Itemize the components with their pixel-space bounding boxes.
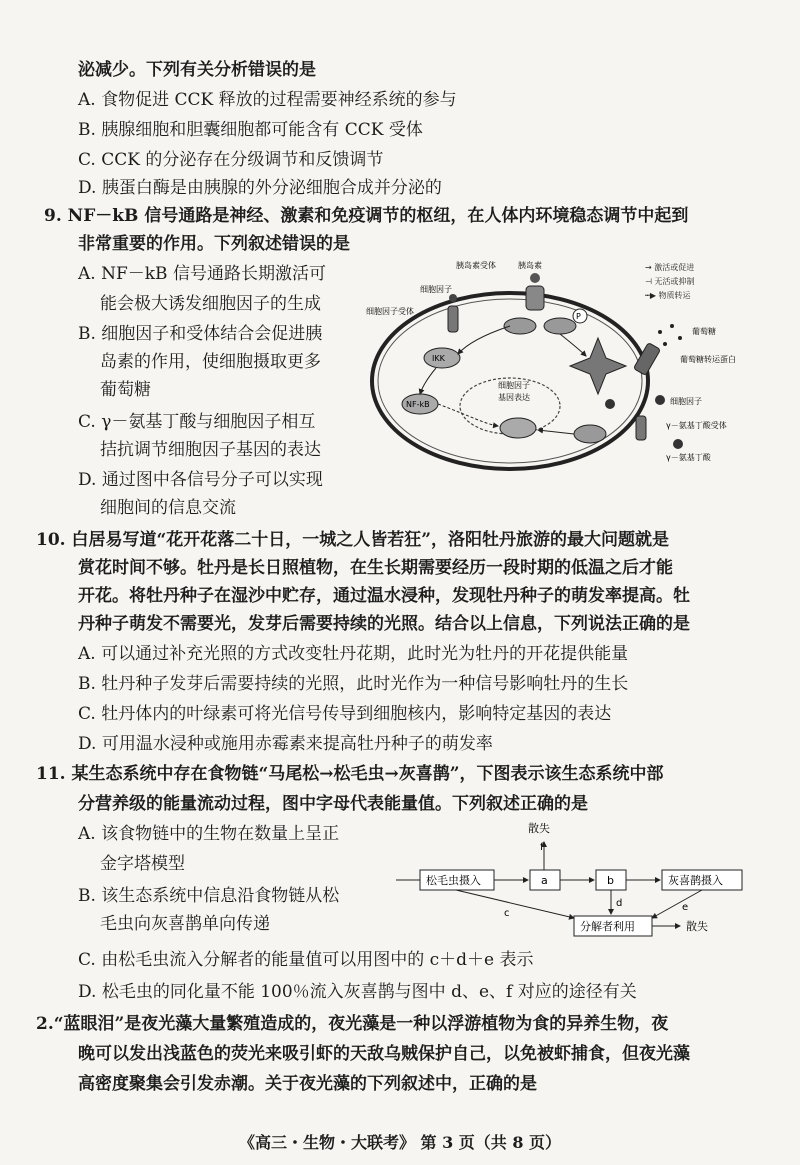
gene-expression-label-1: 细胞因子 xyxy=(498,381,530,390)
q10-stem-line-1: 10. 白居易写道“花开花落二十日，一城之人皆若狂”，洛阳牡丹旅游的最大问题就是 xyxy=(36,530,670,550)
legend-activate: → 激活或促进 xyxy=(645,263,695,272)
phosphate-label: P xyxy=(576,312,581,321)
cytokine-receptor-label: 细胞因子受体 xyxy=(366,307,414,316)
q10-option-a: A. 可以通过补充光照的方式改变牡丹花期，此时光为牡丹的开花提供能量 xyxy=(78,644,629,664)
q9-option-a-line-2: 能会极大诱发细胞因子的生成 xyxy=(100,294,321,314)
signal-oval-2 xyxy=(544,318,576,334)
q9-option-b-line-2: 岛素的作用，使细胞摄取更多 xyxy=(100,352,321,372)
q9-option-d-line-2: 细胞间的信息交流 xyxy=(100,498,236,518)
box-b-label: b xyxy=(607,874,614,887)
legend-transport: ┅▶ 物质转运 xyxy=(645,291,691,300)
gaba-receptor-label: γ－氨基丁酸受体 xyxy=(666,421,727,430)
cytokine-label: 细胞因子 xyxy=(420,285,452,294)
q9-stem-line-2: 非常重要的作用。下列叙述错误的是 xyxy=(78,234,350,254)
cytokine-right-label: 细胞因子 xyxy=(670,397,702,406)
q9-option-b-line-1: B. 细胞因子和受体结合会促进胰 xyxy=(78,324,323,344)
q11-option-b-line-2: 毛虫向灰喜鹊单向传递 xyxy=(100,914,270,934)
nfkb-node-center xyxy=(500,418,536,438)
insulin-molecule xyxy=(530,273,540,283)
q10-option-c: C. 牡丹体内的叶绿素可将光信号传导到细胞核内，影响特定基因的表达 xyxy=(78,704,612,724)
gaba-label: γ－氨基丁酸 xyxy=(666,453,711,462)
q11-option-a-line-1: A. 该食物链中的生物在数量上呈正 xyxy=(78,824,340,844)
q10-option-d: D. 可用温水浸种或施用赤霉素来提高牡丹种子的萌发率 xyxy=(78,734,493,754)
gene-expression-label-2: 基因表达 xyxy=(498,393,530,402)
box-intake-label: 松毛虫摄入 xyxy=(426,874,481,887)
q11-energy-flow-diagram xyxy=(396,818,786,948)
q12-stem-line-2: 晚可以发出浅蓝色的荧光来吸引虾的天敌乌贼保护自己，以免被虾捕食，但夜光藻 xyxy=(78,1044,690,1064)
q9-stem-line-1: 9. NF－kB 信号通路是神经、激素和免疫调节的枢纽，在人体内环境稳态调节中起到 xyxy=(44,206,689,226)
label-e: e xyxy=(682,902,689,913)
q10-stem-line-3: 开花。将牡丹种子在湿沙中贮存，通过温水浸种，发现牡丹种子的萌发率提高。牡 xyxy=(78,586,690,606)
legend-inhibit: ⊣ 无活或抑制 xyxy=(645,277,695,286)
q9-option-d-line-1: D. 通过图中各信号分子可以实现 xyxy=(78,470,323,490)
signal-oval-3 xyxy=(574,425,606,443)
loss-top-label: 散失 xyxy=(528,822,550,835)
q8-option-c: C. CCK 的分泌存在分级调节和反馈调节 xyxy=(78,150,384,170)
q10-stem-line-4: 丹种子萌发不需要光，发芽后需要持续的光照。结合以上信息，下列说法正确的是 xyxy=(78,614,690,634)
label-f: f xyxy=(540,842,544,853)
cytokine-receptor xyxy=(448,306,458,332)
q11-stem-line-2: 分营养级的能量流动过程，图中字母代表能量值。下列叙述正确的是 xyxy=(78,794,588,814)
q9-cell-diagram xyxy=(360,256,790,506)
glucose-transporter-label: 葡萄糖转运蛋白 xyxy=(680,355,736,364)
glucose-molecules xyxy=(658,324,682,346)
box-decomposer-label: 分解者利用 xyxy=(580,920,635,933)
q11-stem-line-1: 11. 某生态系统中存在食物链“马尾松→松毛虫→灰喜鹊”，下图表示该生态系统中部 xyxy=(36,764,664,784)
q9-option-c-line-1: C. γ－氨基丁酸与细胞因子相互 xyxy=(78,412,316,432)
label-c: c xyxy=(504,908,510,919)
q10-stem-line-2: 赏花时间不够。牡丹是长日照植物，在生长期需要经历一段时期的低温之后才能 xyxy=(78,558,673,578)
q11-option-b-line-1: B. 该生态系统中信息沿食物链从松 xyxy=(78,886,340,906)
insulin-receptor xyxy=(526,286,544,310)
gaba-receptor xyxy=(636,416,646,440)
loss-right-label: 散失 xyxy=(686,920,708,933)
q12-stem-line-1: 2.“蓝眼泪”是夜光藻大量繁殖造成的，夜光藻是一种以浮游植物为食的异养生物，夜 xyxy=(36,1014,669,1034)
box-magpie-label: 灰喜鹊摄入 xyxy=(668,874,723,887)
ikk-label: IKK xyxy=(432,354,445,363)
q11-option-d: D. 松毛虫的同化量不能 100％流入灰喜鹊与图中 d、e、f 对应的途径有关 xyxy=(78,982,637,1002)
insulin-label: 胰岛素 xyxy=(518,261,542,270)
q12-stem-line-3: 高密度聚集会引发赤潮。关于夜光藻的下列叙述中，正确的是 xyxy=(78,1074,537,1094)
q11-option-c: C. 由松毛虫流入分解者的能量值可以用图中的 c＋d＋e 表示 xyxy=(78,950,534,970)
glucose-transporter-complex xyxy=(570,338,626,394)
q8-option-b: B. 胰腺细胞和胆囊细胞都可能含有 CCK 受体 xyxy=(78,120,423,140)
insulin-receptor-label: 胰岛素受体 xyxy=(456,261,496,270)
glucose-label: 葡萄糖 xyxy=(692,327,716,336)
q9-option-b-line-3: 葡萄糖 xyxy=(100,380,151,400)
q8-stem-tail: 泌减少。下列有关分析错误的是 xyxy=(78,60,316,80)
q8-option-d: D. 胰蛋白酶是由胰腺的外分泌细胞合成并分泌的 xyxy=(78,178,442,198)
q8-option-a: A. 食物促进 CCK 释放的过程需要神经系统的参与 xyxy=(78,90,457,110)
page-footer: 《高三・生物・大联考》 第 3 页（共 8 页） xyxy=(238,1133,562,1152)
q9-option-a-line-1: A. NF－kB 信号通路长期激活可 xyxy=(78,264,326,284)
q9-legend xyxy=(645,262,695,300)
q10-option-b: B. 牡丹种子发芽后需要持续的光照，此时光作为一种信号影响牡丹的生长 xyxy=(78,674,629,694)
box-a-label: a xyxy=(541,874,548,887)
q11-option-a-line-2: 金字塔模型 xyxy=(100,854,185,874)
label-d: d xyxy=(616,898,623,909)
q9-option-c-line-2: 拮抗调节细胞因子基因的表达 xyxy=(100,440,321,460)
nfkb-label: NF-kB xyxy=(406,400,430,409)
